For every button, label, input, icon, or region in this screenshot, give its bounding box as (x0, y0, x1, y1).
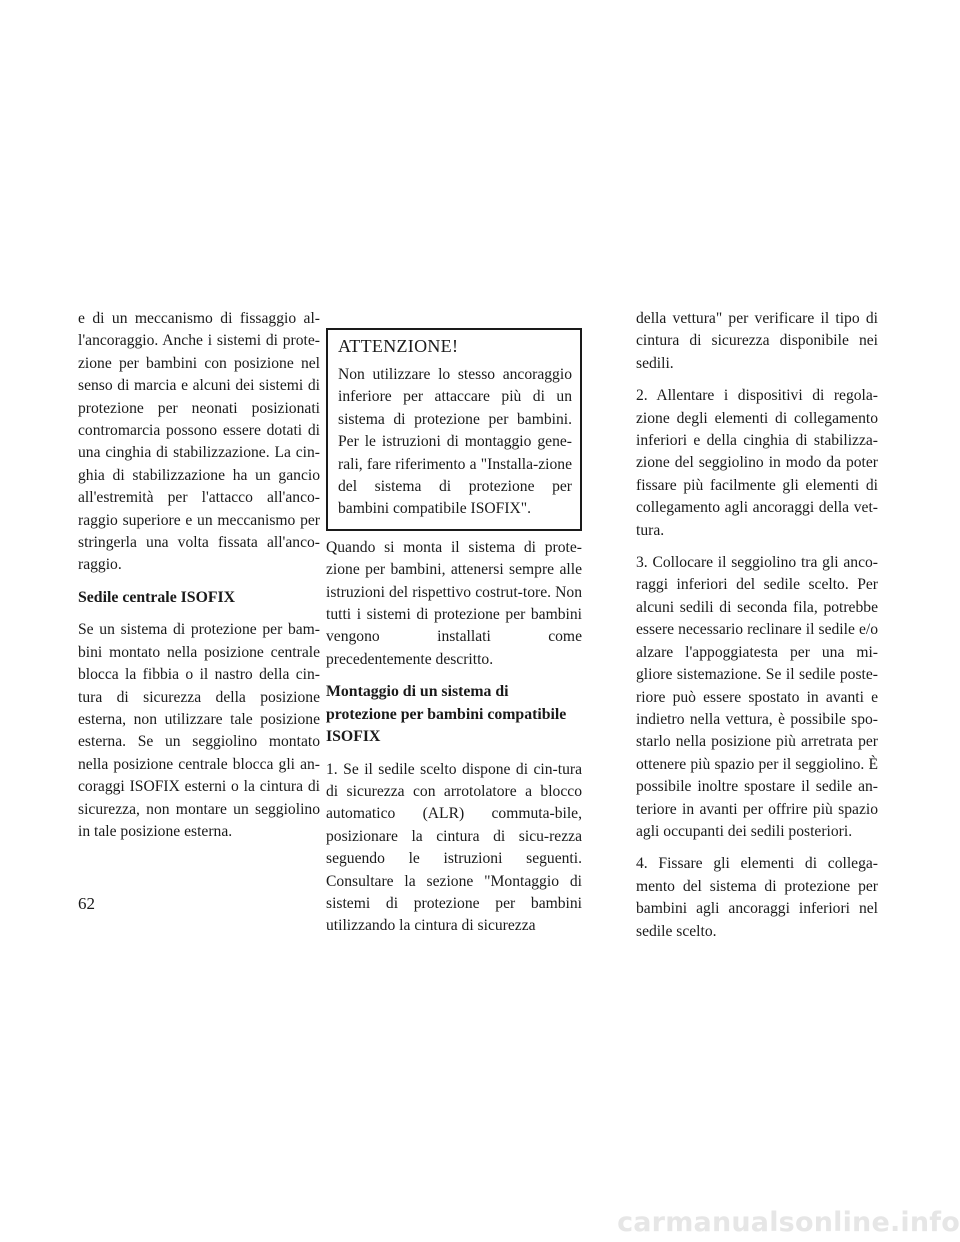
text-column-1 (78, 308, 320, 853)
step-3: 3. Collocare il seggiolino tra gli anco-raggi inferiori del sedile scelto. Per alcuni sedili di seconda fila, potrebbe essere necessario reclinare il sedile e/o alzare l'appoggiatesta per una mi-gliore sistemazione. Se il sedile poste-riore può essere spostato in avanti e indietro nella vettura, è possibile spo-starlo nella posizione più arretrata per ottenere più spazio per il seggiolino. È possibile inoltre spostare il sedile an-teriore in avanti per offrire più spazio agli occupanti dei sedili posteriori. (636, 554, 878, 840)
step-1-continued: della vettura" per verificare il tipo di cintura di sicurezza disponibile nei sedili. (636, 310, 878, 372)
body-paragraph: Se un sistema di protezione per bam-bini montato nella posizione centrale blocca la fibbia o il nastro della cin-tura di sicurezza della posizione esterna, non utilizzare tale posizione esterna. Se un seggiolino montato nella posizione centrale blocca gli an-coraggi ISOFIX esterni o la cintura di sicurezza, non montare un seggiolino in tale posizione esterna. (78, 621, 320, 840)
body-paragraph: e di un meccanismo di fissaggio al-l'ancoraggio. Anche i sistemi di prote-zione per bambini con posizione nel senso di marcia e alcuni dei sistemi di protezione per neonati posizionati contromarcia possono essere dotati di una cinghia di stabilizzazione. La cin-ghia di stabilizzazione ha un gancio all'estremità per l'attacco all'anco-raggio superiore e un meccanismo per stringerla una volta fissata all'anco-raggio. (78, 310, 320, 574)
step-1: 1. Se il sedile scelto dispone di cin-tura di sicurezza con arrotolatore a blocco automatico (ALR) commuta-bile, posizionare la cintura di sicu-rezza seguendo le istruzioni seguenti. Consultare la sezione "Montaggio di sistemi di protezione per bambini utilizzando la cintura di sicurezza (326, 760, 582, 935)
body-paragraph: Quando si monta il sistema di prote-zione per bambini, attenersi sempre alle istruzioni del rispettivo costrut-tore. Non tutti i sistemi di protezione per bambini vengono installati come precedentemente descritto. (326, 538, 582, 668)
section-heading-installation: Montaggio di un sistema di protezione per bambini compatibile ISOFIX (326, 683, 567, 746)
warning-text: Non utilizzare lo stesso ancoraggio inferiore per attaccare più di un sistema di protezione per bambini. Per le istruzioni di montaggio gene-rali, fare riferimento a "Installa-zione del sistema di protezione per bambini compatibile ISOFIX". (338, 366, 572, 518)
page-number: 62 (78, 894, 95, 913)
warning-title: ATTENZIONE! (338, 336, 459, 356)
step-2: 2. Allentare i dispositivi di regola-zione degli elementi di collegamento inferiori e della cinghia di stabilizza-zione del seggiolino in modo da poter fissare più facilmente gli elementi di collegamento agli ancoraggi della vet-tura. (636, 387, 878, 539)
text-column-2 (326, 308, 582, 948)
warning-box (326, 328, 582, 531)
text-column-3 (636, 308, 878, 953)
section-heading-isofix-center: Sedile centrale ISOFIX (78, 588, 236, 606)
watermark: carmanualsonline.info (617, 1207, 960, 1238)
step-4: 4. Fissare gli elementi di collega-mento del sistema di protezione per bambini agli ancoraggi inferiori nel sedile scelto. (636, 855, 878, 940)
